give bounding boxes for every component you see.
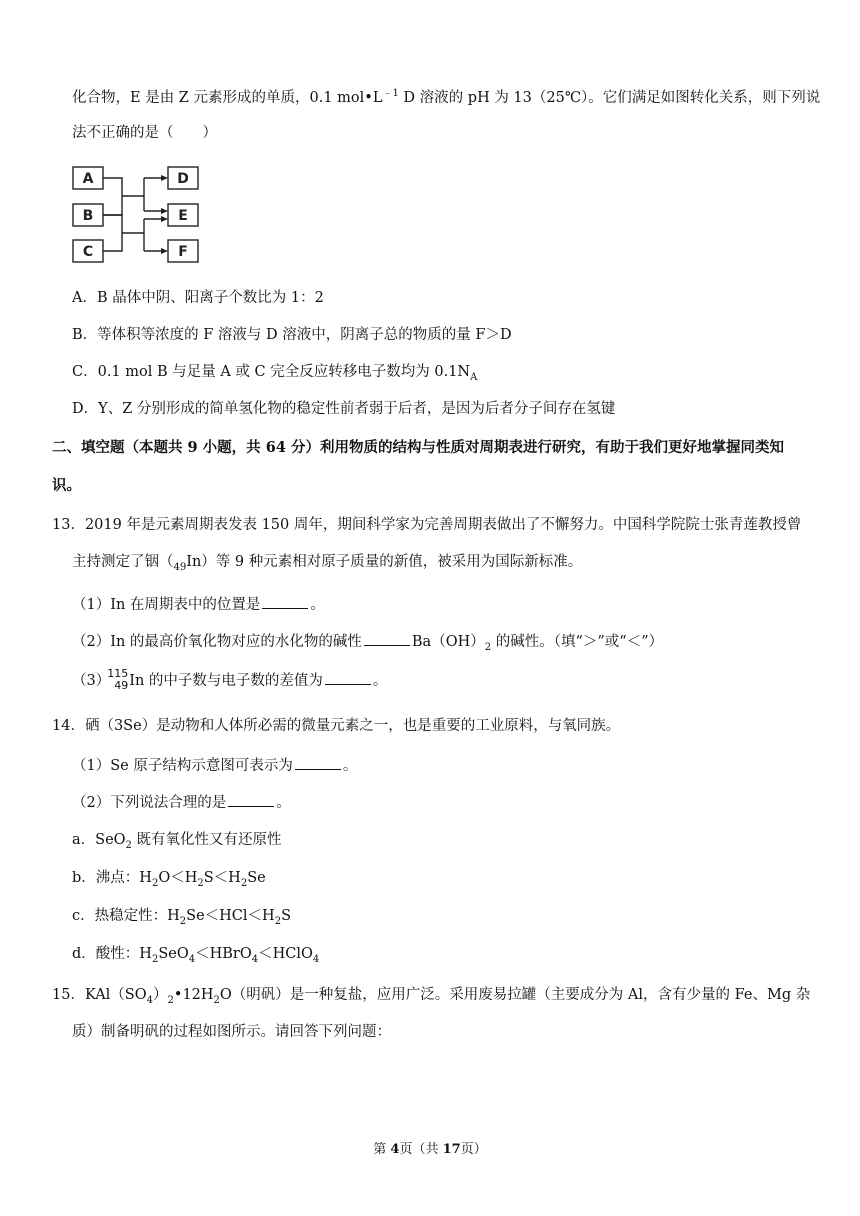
q13-line2-b: In）等 9 种元素相对原子质量的新值，被采用为国际新标准。	[186, 554, 583, 570]
intro-text-b: D 溶液的 pH 为 13（25℃）。它们满足如图转化关系，则下列说	[398, 90, 821, 106]
q14-choice-a	[72, 830, 282, 850]
q14-c-s2: 2	[274, 915, 282, 927]
q14-c-s1: 2	[179, 915, 187, 927]
q14-p2-end: 。	[276, 795, 291, 811]
isotope-number: 49	[114, 679, 129, 692]
footer-pre: 第	[373, 1142, 391, 1157]
q14-b-s2: 2	[197, 877, 204, 889]
intro-line-1	[72, 88, 820, 108]
q14-c-m1: Se＜HCl＜H	[186, 908, 275, 924]
q14-c-pre: c．热稳定性：H	[72, 908, 180, 924]
q13-part-1	[72, 594, 325, 615]
label-a: A	[82, 171, 94, 187]
q15-l1-a: 15．KAl（SO	[52, 987, 147, 1003]
q14-b-s1: 2	[151, 877, 159, 889]
label-b: B	[82, 208, 94, 224]
q13-p1-text: （1）In 在周期表中的位置是	[72, 597, 261, 613]
q15-line-2: 质）制备明矾的过程如图所示。请回答下列问题：	[72, 1024, 391, 1040]
q13-line-1: 13．2019 年是元素周期表发表 150 周年，期间科学家为完善周期表做出了不懈努力。中国科学院院士张青莲教授曾	[52, 517, 802, 533]
q14-p1-blank	[295, 755, 341, 770]
q13-p1-blank	[262, 594, 308, 609]
q14-part-1	[72, 755, 357, 776]
intro-sup: ﹣1	[382, 88, 399, 100]
q14-d-s1: 2	[151, 953, 159, 965]
q14-a-pre: a．SeO	[72, 832, 126, 848]
q14-d-s3: 4	[251, 953, 259, 965]
q14-p2-blank	[228, 792, 274, 807]
intro-text-a: 化合物，E 是由 Z 元素形成的单质，0.1 mol•L	[72, 90, 383, 106]
option-b: B．等体积等浓度的 F 溶液与 D 溶液中，阴离子总的物质的量 F＞D	[72, 327, 512, 343]
q15-line-1	[52, 985, 810, 1005]
option-a: A．B 晶体中阴、阳离子个数比为 1：2	[72, 290, 324, 306]
q15-l1-s2: 2	[167, 994, 174, 1006]
isotope-notation	[107, 667, 129, 692]
q13-p3-end: 。	[372, 673, 388, 689]
isotope-mass: 115	[107, 667, 129, 680]
q15-l1-s3: 2	[213, 994, 220, 1006]
connector-bc	[103, 215, 122, 251]
option-d: D．Y、Z 分别形成的简单氢化物的稳定性前者弱于后者，是因为后者分子间存在氢键	[72, 401, 616, 417]
page-total: 17	[442, 1142, 461, 1157]
q14-line-1: 14．硒（3Se）是动物和人体所必需的微量元素之一，也是重要的工业原料，与氧同族。	[52, 718, 621, 734]
label-f: F	[178, 244, 188, 260]
q13-p2-end: 的碱性。（填“＞”或“＜”）	[491, 634, 664, 650]
q14-choice-d	[72, 944, 319, 964]
section-2-heading-cont: 识。	[52, 477, 81, 494]
q13-p2-blank	[364, 631, 410, 646]
option-c-text: C．0.1 mol B 与足量 A 或 C 完全反应转移电子数均为 0.1N	[72, 364, 471, 380]
q14-b-s3: 2	[240, 877, 248, 889]
q14-c-post: S	[281, 908, 291, 924]
intro-line-2: 法不正确的是（ ）	[72, 125, 217, 141]
page-number: 4	[390, 1142, 400, 1157]
q14-choice-c	[72, 906, 291, 926]
conversion-diagram	[72, 163, 202, 267]
q14-d-s2: 4	[188, 953, 196, 965]
q14-d-m1: SeO	[158, 946, 189, 962]
arrow-to-e-2	[161, 216, 168, 222]
q13-p1-end: 。	[310, 597, 325, 613]
label-d: D	[177, 171, 189, 187]
q14-part-2	[72, 792, 291, 813]
q14-b-m1: O＜H	[158, 870, 198, 886]
q13-p2-text: （2）In 的最高价氧化物对应的水化物的碱性	[72, 634, 362, 650]
q14-d-m2: ＜HBrO	[195, 946, 252, 962]
q14-d-m3: ＜HClO	[258, 946, 313, 962]
arrow-to-e-1	[161, 208, 168, 214]
q14-d-s4: 4	[312, 953, 320, 965]
q15-l1-b: ）	[153, 987, 168, 1003]
q13-p3-blank	[325, 670, 371, 685]
q13-p2-sub: 2	[484, 641, 492, 653]
q14-p1-end: 。	[342, 758, 358, 774]
q13-p3-label: （3）	[72, 673, 111, 689]
q13-line2-a: 主持测定了铟（	[72, 554, 174, 570]
label-c: C	[82, 244, 94, 260]
q13-part-3	[72, 667, 388, 692]
q15-l1-c: •12H	[173, 987, 214, 1003]
q13-line2-sub: 49	[173, 561, 187, 573]
connector-ab	[103, 178, 122, 215]
q14-p1-text: （1）Se 原子结构示意图可表示为	[72, 758, 293, 774]
q13-part-2	[72, 631, 663, 652]
page-footer	[0, 1140, 860, 1160]
arrow-to-d	[161, 175, 168, 181]
q14-a-post: 既有氧化性又有还原性	[131, 832, 282, 848]
q14-p2-text: （2）下列说法合理的是	[72, 795, 227, 811]
q13-p3-text: In 的中子数与电子数的差值为	[129, 673, 323, 689]
q14-a-sub: 2	[125, 839, 132, 851]
q13-p2-baoh: Ba（OH）	[411, 634, 485, 650]
q14-d-pre: d．酸性：H	[72, 946, 152, 962]
option-c	[72, 362, 477, 382]
footer-mid: 页（共	[399, 1142, 443, 1157]
section-2-heading: 二、填空题（本题共 9 小题，共 64 分）利用物质的结构与性质对周期表进行研究，有助于我们更好地掌握同类知	[52, 439, 784, 456]
arrow-to-f	[161, 248, 168, 254]
label-e: E	[178, 208, 188, 224]
q15-l1-s1: 4	[146, 994, 154, 1006]
q14-b-m2: S＜H	[203, 870, 241, 886]
q13-line-2	[72, 552, 582, 572]
q14-b-post: Se	[247, 870, 266, 886]
q14-choice-b	[72, 868, 266, 888]
footer-post: 页）	[460, 1142, 487, 1157]
q15-l1-d: O（明矾）是一种复盐，应用广泛。采用废易拉罐（主要成分为 Al，含有少量的 Fe、Mg 杂	[219, 987, 811, 1003]
option-c-sub: A	[470, 371, 478, 383]
q14-b-pre: b．沸点：H	[72, 870, 152, 886]
